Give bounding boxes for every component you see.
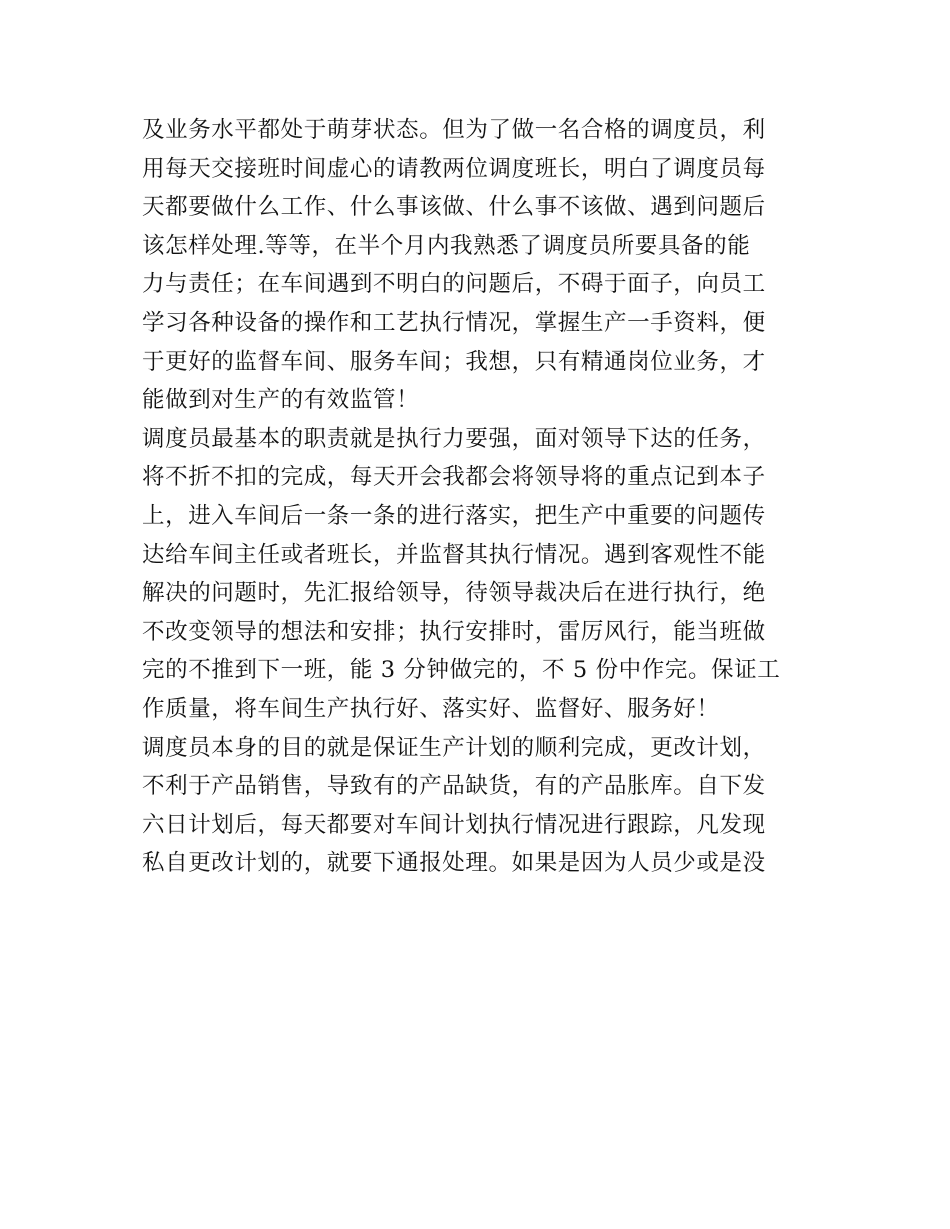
text-line: 调度员最基本的职责就是执行力要强，面对领导下达的任务， (142, 425, 766, 452)
text-line: 学习各种设备的操作和工艺执行情况，掌握生产一手资料，便 (142, 309, 766, 336)
text-line: 解决的问题时，先汇报给领导，待领导裁决后在进行执行，绝 (142, 580, 766, 607)
text-line: 六日计划后，每天都要对车间计划执行情况进行跟踪，凡发现 (142, 811, 766, 838)
text-line: 调度员本身的目的就是保证生产计划的顺利完成，更改计划， (142, 734, 766, 761)
text-line: 能做到对生产的有效监管！ (142, 387, 420, 414)
text-line: 上，进入车间后一条一条的进行落实，把生产中重要的问题传 (142, 502, 766, 529)
text-line: 于更好的监督车间、服务车间；我想，只有精通岗位业务，才 (142, 348, 766, 375)
text-line: 作质量，将车间生产执行好、落实好、监督好、服务好！ (142, 695, 720, 722)
text-line: 将不折不扣的完成，每天开会我都会将领导将的重点记到本子 (142, 464, 766, 491)
text-line: 及业务水平都处于萌芽状态。但为了做一名合格的调度员，利 (142, 117, 766, 143)
text-line: 达给车间主任或者班长，并监督其执行情况。遇到客观性不能 (142, 541, 766, 568)
body-text (142, 111, 822, 883)
text-line: 不改变领导的想法和安排；执行安排时，雷厉风行，能当班做 (142, 618, 766, 645)
text-line: 完的不推到下一班，能 3 分钟做完的，不 5 份中作完。保证工 (142, 657, 781, 684)
text-line: 不利于产品销售，导致有的产品缺货，有的产品胀库。自下发 (142, 773, 766, 800)
text-line: 私自更改计划的，就要下通报处理。如果是因为人员少或是没 (142, 850, 766, 877)
text-line: 天都要做什么工作、什么事该做、什么事不该做、遇到问题后 (142, 194, 766, 221)
text-line: 用每天交接班时间虚心的请教两位调度班长，明白了调度员每 (142, 155, 766, 182)
text-line: 力与责任；在车间遇到不明白的问题后，不碍于面子，向员工 (142, 271, 766, 298)
text-line: 该怎样处理.等等，在半个月内我熟悉了调度员所要具备的能 (142, 232, 751, 259)
